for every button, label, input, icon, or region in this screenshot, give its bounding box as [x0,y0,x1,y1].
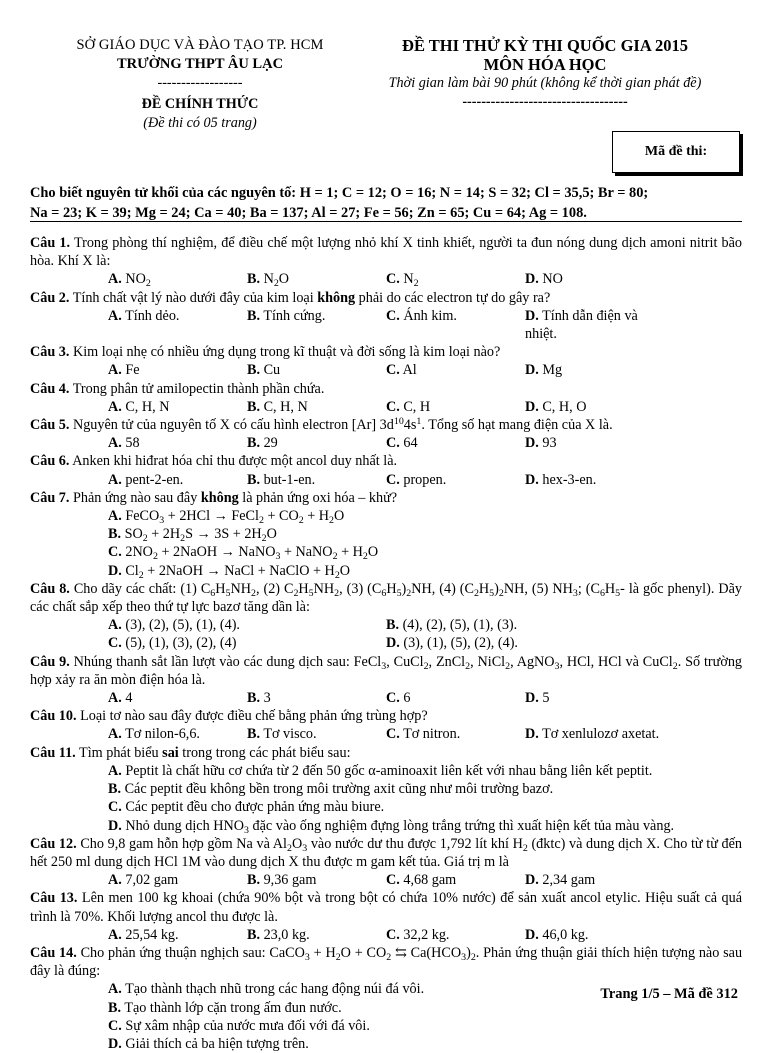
question-10 [30,707,742,743]
option-a: A. Fe [108,362,140,379]
atomic-masses-line2: Na = 23; K = 39; Mg = 24; Ca = 40; Ba = 137; Al = 27; Fe = 56; Zn = 65; Cu = 64; Ag = 108. [30,205,587,221]
question-number: Câu 5. [30,417,70,434]
option-d: D. hex-3-en. [525,471,597,488]
question-stem: Cho 9,8 gam hỗn hợp gồm Na và Al [80,835,287,852]
option-c: C. C, H [386,398,431,415]
option-a: A. pent-2-en. [108,471,184,488]
question-7 [30,489,742,580]
question-list [30,234,742,1053]
option-d: D. Tơ xenlulozơ axetat. [525,726,660,743]
question-stem-tail: . Tổng số hạt mang điện của X là. [421,417,613,434]
option-c: C. 32,2 kg. [386,926,450,943]
question-stem: Lên men 100 kg khoai (chứa 90% bột và trong bột có chứa 10% nước) để sản xuất ancol etylic. Hiệu suất cả quá trình là 70%. Khối lượng ancol thu được là. [30,890,742,925]
option-a: A. Peptit là chất hữu cơ chứa từ 2 đến 50 gốc α-aminoaxit liên kết với nhau bằng liên kết peptit. [108,762,653,779]
school-header [40,36,360,133]
option-c: C. $N_2$ [386,271,419,290]
option-b: B. 29 [247,435,278,452]
question-stem-tail: gốc phenyl). Dãy các chất sắp xếp theo thứ tự lực bazơ tăng dần là: [30,580,743,616]
question-9 [30,653,742,708]
option-b: B. (4), (2), (5), (1), (3). [386,617,518,634]
question-stem: Tính chất vật lý nào dưới đây của kim loại [72,289,318,306]
option-c: C. 6 [386,690,411,707]
exam-code-label: Mã đề thi: [644,144,708,159]
question-number: Câu 14. [30,944,77,961]
pages-note: (Đề thi có 05 trang) [143,115,257,131]
option-b: B. Tính cứng. [247,307,326,324]
option-a: A. FeCO$_3$ + 2HCl → FeCl$_2$ + $CO_2 + H_2O$ [108,508,345,527]
question-number: Câu 9. [30,653,70,670]
question-number: Câu 13. [30,890,78,907]
options [30,634,742,652]
options [30,616,742,634]
question-stem: Kim loại nhẹ có nhiều ứng dụng trong kĩ thuật và đời sống là kim loại nào? [72,344,501,361]
option-c: C. Ánh kim. [386,307,457,324]
option-d: D. Nhỏ dung dịch $HNO_3$ đặc vào ống nghiệm đựng lòng trắng trứng thì xuất hiện kết tủa màu vàng. [108,817,675,836]
option-a: A. $NO_2$ [108,271,151,290]
question-stem-emphasis: không [200,489,239,506]
department-name: SỞ GIÁO DỤC VÀ ĐÀO TẠO TP. HCM [76,37,324,53]
question-number: Câu 10. [30,708,77,725]
question-stem: Cho phản ứng thuận nghịch sau: CaCO [80,944,305,961]
options [30,434,742,452]
option-c: C. Al [386,362,417,379]
option-c: C. 64 [386,435,418,452]
question-11 [30,744,742,835]
question-stem: Nhúng thanh sắt lần lượt vào các dung dịch sau: FeCl$_3$, CuCl$_2$, ZnCl$_2$, NiCl$_2$, AgNO$_3$, HCl, HCl và CuCl$_2$. Số [73,653,701,672]
subject-title: MÔN HÓA HỌC [483,55,607,74]
option-c: C. propen. [386,471,447,488]
question-1 [30,234,742,289]
option-c: C. Các peptit đều cho được phản ứng màu biure. [108,799,385,816]
option-b: B. $N_2O$ [247,271,290,290]
option-d: D. (3), (1), (5), (2), (4). [386,635,518,652]
question-stem-emphasis: không [317,289,356,306]
official-label: ĐỀ CHÍNH THỨC [141,96,259,112]
options [30,398,742,416]
question-number: Câu 6. [30,453,70,470]
question-stem: Trong phòng thí nghiệm, để điều chế một lượng nhỏ khí X tinh khiết, người ta đun nóng dung dịch amoni nitrit bão hòa. Khí X là: [30,235,743,270]
atomic-masses [30,183,742,223]
option-d: D. 46,0 kg. [525,926,589,943]
question-stem: Trong phân tử amilopectin thành phần chứa. [72,380,325,397]
question-number: Câu 12. [30,835,77,852]
question-stem-mid: vào nước dư thu được 1,792 lít khí H [307,835,523,852]
option-d: D. C, H, O [525,398,587,415]
page-footer: Trang 1/5 – Mã đề 312 [600,986,738,1002]
option-b: B. 23,0 kg. [247,926,310,943]
question-stem-tail: là phản ứng oxi hóa – khử? [238,489,398,506]
option-a: A. (3), (2), (5), (1), (4). [108,617,240,634]
option-d: D. Giải thích cả ba hiện tượng trên. [108,1035,309,1052]
question-stem-tail: trong trong các phát biểu sau: [178,744,351,761]
divider-rule [30,221,742,222]
option-c: C. Tơ nitron. [386,726,461,743]
question-number: Câu 3. [30,344,70,361]
option-d: D. 2,34 gam [525,872,596,889]
options [30,926,742,944]
options [30,689,742,707]
option-a: A. Tạo thành thạch nhũ trong các hang động núi đá vôi. [108,981,425,998]
question-stem: Tìm phát biểu [79,744,163,761]
option-b: B. 3 [247,690,271,707]
option-b: B. Tạo thành lớp cặn trong ấm đun nước. [108,999,342,1016]
exam-code-box [612,131,740,173]
option-a: A. 25,54 kg. [108,926,179,943]
question-stem-tail: phải do các electron tự do gây ra? [355,289,551,306]
option-b: B. Cu [247,362,281,379]
option-d: D. NO [525,271,563,288]
atomic-masses-line1: Cho biết nguyên tử khối của các nguyên tố: H = 1; C = 12; O = 16; N = 14; S = 32; Cl = 35,5; Br = 80; [30,185,649,201]
question-stem-tail: (đktc) và dung dịch X. Cho từ từ đến hết 250 ml dung dịch HCl 1M vào dung dịch X thu được m gam kết tủa. Giá trị m là [30,835,743,870]
question-number: Câu 7. [30,489,70,506]
option-b: B. Các peptit đều không bền trong môi trường axit cũng như môi trường bazơ. [108,781,554,798]
option-b: B. 9,36 gam [247,872,317,889]
question-5: Câu 5. Nguyên tử của nguyên tố X có cấu hình electron [Ar] $3d^{10}4s^1$. Tổng số hạt mang điện của X là. A. 58 B. 29 C. 64 D. 93 [30,416,742,452]
option-c: C. (5), (1), (3), (2), (4) [108,635,237,652]
exam-header [360,36,730,112]
option-b: B. C, H, N [247,398,308,415]
question-stem-tail: trường hợp xảy ra ăn mòn điện hóa là. [30,653,743,688]
option-a: A. C, H, N [108,398,170,415]
separator-right: ----------------------------------- [462,94,628,110]
question-stem-emphasis: sai [162,744,179,761]
question-number: Câu 8. [30,580,70,597]
option-b: B. but-1-en. [247,471,316,488]
question-number: Câu 2. [30,289,70,306]
option-d: D. 93 [525,435,557,452]
question-12: Câu 12. Cho 9,8 gam hỗn hợp gồm Na và $Al_2O_3$ vào nước dư thu được 1,792 lít khí $H_2$ (đktc) và dung dịch X. Cho từ từ đến hết 250 ml dung dịch HCl 1M vào dung dịch X thu được m gam kết tủa. Giá trị m là A. 7,02 gam B. 9,36 gam C. 4,68 gam D. 2,34 gam [30,835,743,889]
question-number: Câu 1. [30,235,71,251]
exam-title: ĐỀ THI THỬ KỲ THI QUỐC GIA 2015 [402,36,688,55]
question-13 [30,889,742,944]
question-stem: Cho dãy các chất: (1) $C_6H_5NH_2$, (2) $C_2H_5NH_2$, (3) $(C_6H_5)_2NH$, (4) $(C_2H_5)_2NH$, (5) $NH_3$; ($C_6H_5-$ là [73,580,640,599]
option-b: B. Tơ visco. [247,726,317,743]
question-stem: Phản ứng nào sau đây [72,489,201,506]
time-note: Thời gian làm bài 90 phút (không kể thời gian phát đề) [388,75,702,91]
option-d: D. $Cl_2$ + 2NaOH → NaCl + NaClO + $H_2O$ [108,562,351,581]
separator-left: ------------------ [157,75,243,91]
options [30,270,742,288]
option-a: A. 7,02 gam [108,872,179,889]
school-name: TRƯỜNG THPT ÂU LẠC [116,56,284,72]
option-c: C. $2NO_2$ + 2NaOH → NaNO$_3$ + NaNO$_2$ + $H_2O$ [108,544,379,563]
option-c: C. 4,68 gam [386,872,457,889]
question-number: Câu 11. [30,744,76,761]
question-stem: Loại tơ nào sau đây được điều chế bằng phản ứng trùng hợp? [80,708,428,725]
question-stem-tail: hiện tượng nào sau đây là đúng: [30,944,743,980]
options [30,361,742,379]
options [30,307,742,343]
question-stem: Anken khi hiđrat hóa chỉ thu được một ancol duy nhất là. [72,453,398,470]
option-d: D. Tính dẫn điện và nhiệt. [525,307,638,343]
option-d: D. Mg [525,362,563,379]
question-14: Câu 14. Cho phản ứng thuận nghịch sau: CaCO$_3$ + $H_2O + CO_2$ ⇆ $Ca(HCO_3)_2$. Phản ứng thuận giải thích hiện tượng nào sau đây là đúng: A. Tạo thành thạch nhũ trong các hang động núi đá vôi. B. Tạo thành lớp cặn trong ấm đun nước. C. Sự xâm nhập của nước mưa đối với đá vôi. D. Giải thích cả ba hiện tượng trên. [30,944,743,1052]
question-8 [30,580,742,653]
option-a: A. Tính dẻo. [108,307,180,324]
question-2 [30,289,742,344]
question-number: Câu 4. [30,380,70,397]
question-3 [30,343,742,379]
options [30,725,742,743]
question-6 [30,452,742,488]
options [30,471,742,489]
option-a: A. Tơ nilon-6,6. [108,726,200,743]
option-c: C. Sự xâm nhập của nước mưa đối với đá vôi. [108,1017,370,1034]
option-a: A. 4 [108,690,133,707]
question-stem: Nguyên tử của nguyên tố X có cấu hình electron [Ar] 3d [72,417,394,434]
options [30,871,742,889]
option-b: B. $SO_2 + 2H_2S \to 3S + 2H_2O$ [108,526,277,545]
question-4 [30,380,742,416]
option-a: A. 58 [108,435,140,452]
option-d: D. 5 [525,690,550,707]
